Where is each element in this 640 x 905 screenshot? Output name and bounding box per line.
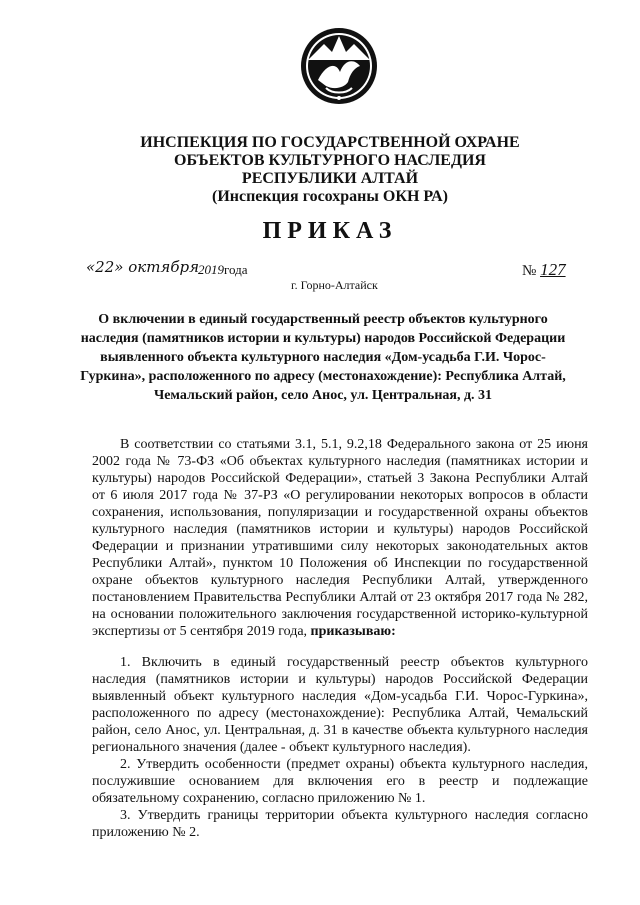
year-handwritten: 2019 — [198, 262, 224, 277]
header-line-3: РЕСПУБЛИКИ АЛТАЙ — [241, 170, 419, 187]
header-line-1: ИНСПЕКЦИЯ ПО ГОСУДАРСТВЕННОЙ ОХРАНЕ — [140, 134, 520, 151]
order-subject: О включении в единый государственный реестр объектов культурного наследия (памятников истории и культуры) народов Российской Федерации выявленного объекта культурного наследия «Дом-усадьба Г.И. Чорос-Гуркина», расположенного по адресу (местонахождение): Республика Алтай, Чемальский район, село Анос, ул. Центральная, д. 31 — [80, 312, 566, 403]
order-item-1: 1. Включить в единый государственный реестр объектов культурного наследия (памятников истории и культуры) народов Российской Федерации выявленный объект культурного наследия «Дом-усадьба Г.И. Чорос-Гуркина», расположенного по адресу (местонахождение): Республика Алтай, Чемальский район, село Анос, ул. Центральная, д. 31 в качестве объекта культурного наследия регионального значения (далее - объект культурного наследия). — [92, 655, 588, 755]
order-item-3: 3. Утвердить границы территории объекта культурного наследия согласно приложению № 2. — [92, 808, 588, 840]
number-prefix: № — [522, 263, 537, 279]
order-body — [92, 436, 588, 841]
issuer-header — [60, 134, 600, 206]
year-suffix: года — [224, 262, 248, 277]
number-handwritten: 127 — [540, 260, 566, 279]
preamble-paragraph — [92, 436, 588, 640]
date-year — [198, 262, 248, 278]
coat-of-arms-emblem — [296, 22, 382, 112]
order-verb: приказываю: — [310, 624, 396, 639]
order-number — [522, 260, 566, 280]
document-title: ПРИКАЗ — [262, 218, 398, 244]
date-handwritten: «22» октября — [86, 258, 200, 276]
header-line-4: (Инспекция госохраны ОКН РА) — [211, 188, 448, 205]
header-line-2: ОБЪЕКТОВ КУЛЬТУРНОГО НАСЛЕДИЯ — [174, 152, 486, 169]
order-item-2: 2. Утвердить особенности (предмет охраны) объекта культурного наследия, послужившие основанием для включения его в реестр и подлежащие обязательному сохранению, согласно приложению № 1. — [92, 757, 588, 806]
date-number-line — [86, 258, 586, 292]
city: г. Горно-Алтайск — [291, 278, 378, 292]
preamble-text: В соответствии со статьями 3.1, 5.1, 9.2,18 Федерального закона от 25 июня 2002 года № 73-ФЗ «Об объектах культурного наследия (памятниках истории и культуры) народов Российской Федерации», статьей 3 Закона Республики Алтай от 6 июля 2017 года № 37-РЗ «О регулировании некоторых вопросов в области сохранения, использования, популяризации и государственной охраны объектов культурного наследия (памятников истории и культуры) народов Российской Федерации и признании утратившими силу некоторых законодательных актов Республики Алтай», пунктом 10 Положения об Инспекции по государственной охране объектов культурного наследия Республики Алтай, утвержденного постановлением Правительства Республики Алтай от 23 октября 2017 года № 282, на основании положительного заключения государственной историко-культурной экспертизы от 5 сентября 2019 года, — [92, 437, 588, 639]
